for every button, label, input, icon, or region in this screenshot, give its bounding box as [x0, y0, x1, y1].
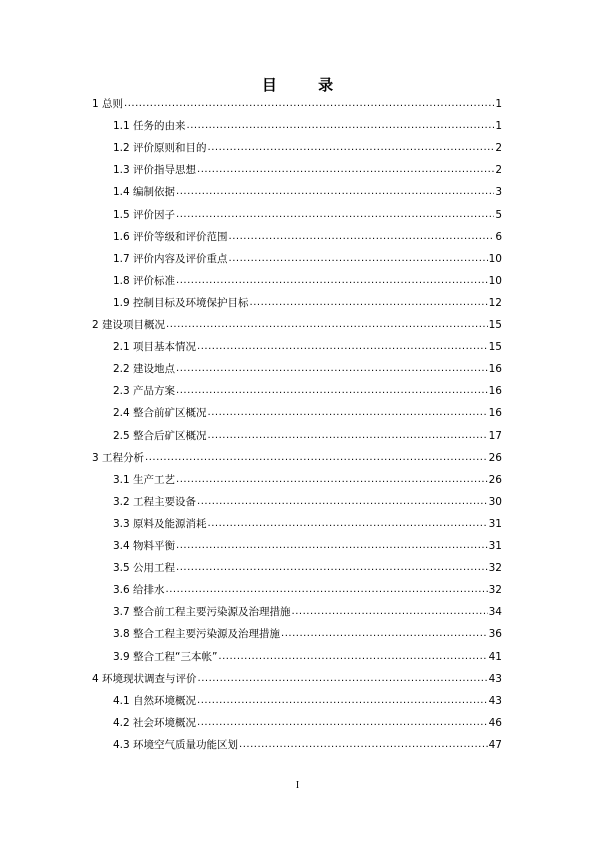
toc-entry[interactable]	[113, 162, 502, 176]
toc-entry-page-number: 6	[495, 230, 502, 243]
toc-entry[interactable]	[113, 649, 502, 663]
toc-dot-leader	[176, 562, 488, 574]
toc-dot-leader	[197, 496, 488, 508]
toc-entry[interactable]	[92, 317, 502, 331]
toc-entry-title: 2.4 整合前矿区概况	[113, 407, 207, 420]
toc-entry-title: 3.1 生产工艺	[113, 473, 176, 486]
toc-dot-leader	[208, 518, 488, 530]
toc-entry-title: 1.1 任务的由来	[113, 120, 186, 133]
toc-entry-page-number: 16	[488, 407, 502, 420]
toc-entry[interactable]	[113, 516, 502, 530]
toc-entry-title: 3.5 公用工程	[113, 562, 176, 575]
toc-entry-title: 2.2 建设地点	[113, 363, 176, 376]
toc-entry[interactable]	[113, 715, 502, 729]
toc-entry-title: 3.6 给排水	[113, 584, 165, 597]
toc-entry-page-number: 46	[488, 716, 502, 729]
toc-entry[interactable]	[113, 273, 502, 287]
toc-entry-title: 3.4 物料平衡	[113, 540, 176, 552]
toc-entry[interactable]	[92, 671, 502, 685]
toc-entry[interactable]	[113, 118, 502, 132]
toc-entry-title: 1.9 控制目标及环境保护目标	[113, 296, 249, 309]
toc-entry-page-number: 10	[488, 274, 502, 287]
toc-entry[interactable]	[113, 737, 502, 751]
toc-entry-title: 3.9 整合工程“三本帐”	[113, 650, 218, 663]
toc-entry[interactable]	[113, 140, 502, 154]
toc-entry-title: 1.8 评价标准	[113, 274, 176, 287]
toc-dot-leader	[198, 673, 488, 685]
toc-entry[interactable]	[113, 229, 502, 243]
toc-entry-title: 3.3 原料及能源消耗	[113, 517, 207, 530]
toc-entry-page-number: 32	[488, 562, 502, 575]
toc-dot-leader	[124, 98, 494, 110]
toc-dot-leader	[176, 275, 488, 287]
toc-entry[interactable]	[113, 383, 502, 397]
toc-entry-title: 3.2 工程主要设备	[113, 495, 197, 508]
toc-entry[interactable]	[113, 428, 502, 442]
toc-entry-page-number: 47	[488, 738, 502, 751]
toc-entry[interactable]	[113, 207, 502, 221]
toc-entry-page-number: 31	[488, 540, 502, 552]
page-number: I	[295, 780, 300, 791]
toc-dot-leader	[208, 407, 488, 419]
toc-dot-leader	[145, 452, 488, 464]
toc-entry-page-number: 1	[495, 98, 502, 110]
toc-dot-leader	[218, 651, 487, 663]
toc-dot-leader	[176, 540, 488, 552]
toc-entry[interactable]	[113, 361, 502, 375]
toc-entry-page-number: 10	[488, 252, 502, 265]
toc-dot-leader	[229, 253, 488, 265]
toc-entry[interactable]	[92, 96, 502, 110]
toc-entry[interactable]	[113, 538, 502, 552]
toc-entry-title: 3 工程分析	[92, 451, 145, 464]
toc-entry-title: 1.7 评价内容及评价重点	[113, 252, 228, 265]
toc-entry[interactable]	[113, 582, 502, 596]
toc-entry-title: 4.3 环境空气质量功能区划	[113, 738, 239, 751]
toc-dot-leader	[250, 297, 488, 309]
toc-dot-leader	[197, 695, 488, 707]
toc-entry[interactable]	[113, 626, 502, 640]
toc-entry[interactable]	[113, 295, 502, 309]
toc-entry-title: 4.1 自然环境概况	[113, 694, 197, 707]
toc-entry-title: 4 环境现状调查与评价	[92, 672, 197, 685]
toc-dot-leader	[176, 385, 488, 397]
toc-entry-page-number: 2	[495, 164, 502, 177]
toc-entry[interactable]	[113, 339, 502, 353]
toc-entry-page-number: 31	[488, 517, 502, 530]
toc-entry-page-number: 41	[488, 650, 502, 663]
toc-entry-title: 1.3 评价指导思想	[113, 164, 197, 177]
toc-entry[interactable]	[113, 472, 502, 486]
toc-entry-page-number: 34	[488, 606, 502, 619]
toc-entry-title: 4.2 社会环境概况	[113, 716, 197, 729]
toc-entry-title: 1.2 评价原则和目的	[113, 142, 207, 155]
toc-entry-page-number: 36	[488, 628, 502, 641]
toc-dot-leader	[176, 209, 494, 221]
toc-dot-leader	[281, 628, 488, 640]
toc-entry-page-number: 26	[488, 451, 502, 464]
toc-dot-leader	[229, 231, 495, 243]
toc-dot-leader	[166, 319, 488, 331]
toc-dot-leader	[208, 430, 488, 442]
toc-entry-title: 2.1 项目基本情况	[113, 341, 197, 354]
toc-entry-page-number: 32	[488, 584, 502, 597]
toc-entry[interactable]	[113, 251, 502, 265]
toc-entry[interactable]	[113, 405, 502, 419]
toc-entry-page-number: 15	[488, 319, 502, 331]
toc-entry-page-number: 1	[495, 120, 502, 133]
toc-entry-page-number: 26	[488, 473, 502, 486]
toc-entry-title: 1.6 评价等级和评价范围	[113, 230, 228, 243]
toc-entry-page-number: 16	[488, 385, 502, 398]
toc-dot-leader	[197, 164, 494, 176]
toc-dot-leader	[187, 120, 495, 132]
toc-entry[interactable]	[92, 450, 502, 464]
toc-dot-leader	[197, 341, 488, 353]
toc-dot-leader	[176, 186, 494, 198]
toc-dot-leader	[176, 363, 488, 375]
toc-entry-page-number: 16	[488, 363, 502, 376]
toc-dot-leader	[197, 717, 488, 729]
toc-entry-page-number: 5	[495, 208, 502, 221]
toc-entry-title: 3.8 整合工程主要污染源及治理措施	[113, 628, 281, 641]
page-title: 目 录	[261, 76, 352, 94]
toc-entry-page-number: 15	[488, 341, 502, 354]
toc-entry-page-number: 3	[495, 186, 502, 199]
toc-entry-title: 1.4 编制依据	[113, 186, 176, 199]
toc-dot-leader	[239, 739, 488, 751]
toc-entry-page-number: 2	[495, 142, 502, 155]
toc-entry-title: 2.5 整合后矿区概况	[113, 429, 207, 442]
toc-entry[interactable]	[113, 184, 502, 198]
toc-entry-title: 2 建设项目概况	[92, 319, 166, 331]
toc-entry-page-number: 43	[488, 694, 502, 707]
toc-entry[interactable]	[113, 560, 502, 574]
toc-entry-title: 2.3 产品方案	[113, 385, 176, 398]
toc-entry-title: 3.7 整合前工程主要污染源及治理措施	[113, 606, 291, 619]
toc-entry-page-number: 12	[488, 296, 502, 309]
toc-entry[interactable]	[113, 604, 502, 618]
toc-entry-page-number: 43	[488, 672, 502, 685]
toc-entry-page-number: 30	[488, 495, 502, 508]
toc-entry[interactable]	[113, 693, 502, 707]
toc-dot-leader	[292, 606, 488, 618]
toc-entry[interactable]	[113, 494, 502, 508]
toc-entry-title: 1.5 评价因子	[113, 208, 176, 221]
toc-entry-page-number: 17	[488, 429, 502, 442]
toc-dot-leader	[166, 584, 488, 596]
toc-entry-title: 1 总则	[92, 98, 124, 110]
toc-dot-leader	[208, 142, 495, 154]
toc-dot-leader	[176, 474, 488, 486]
